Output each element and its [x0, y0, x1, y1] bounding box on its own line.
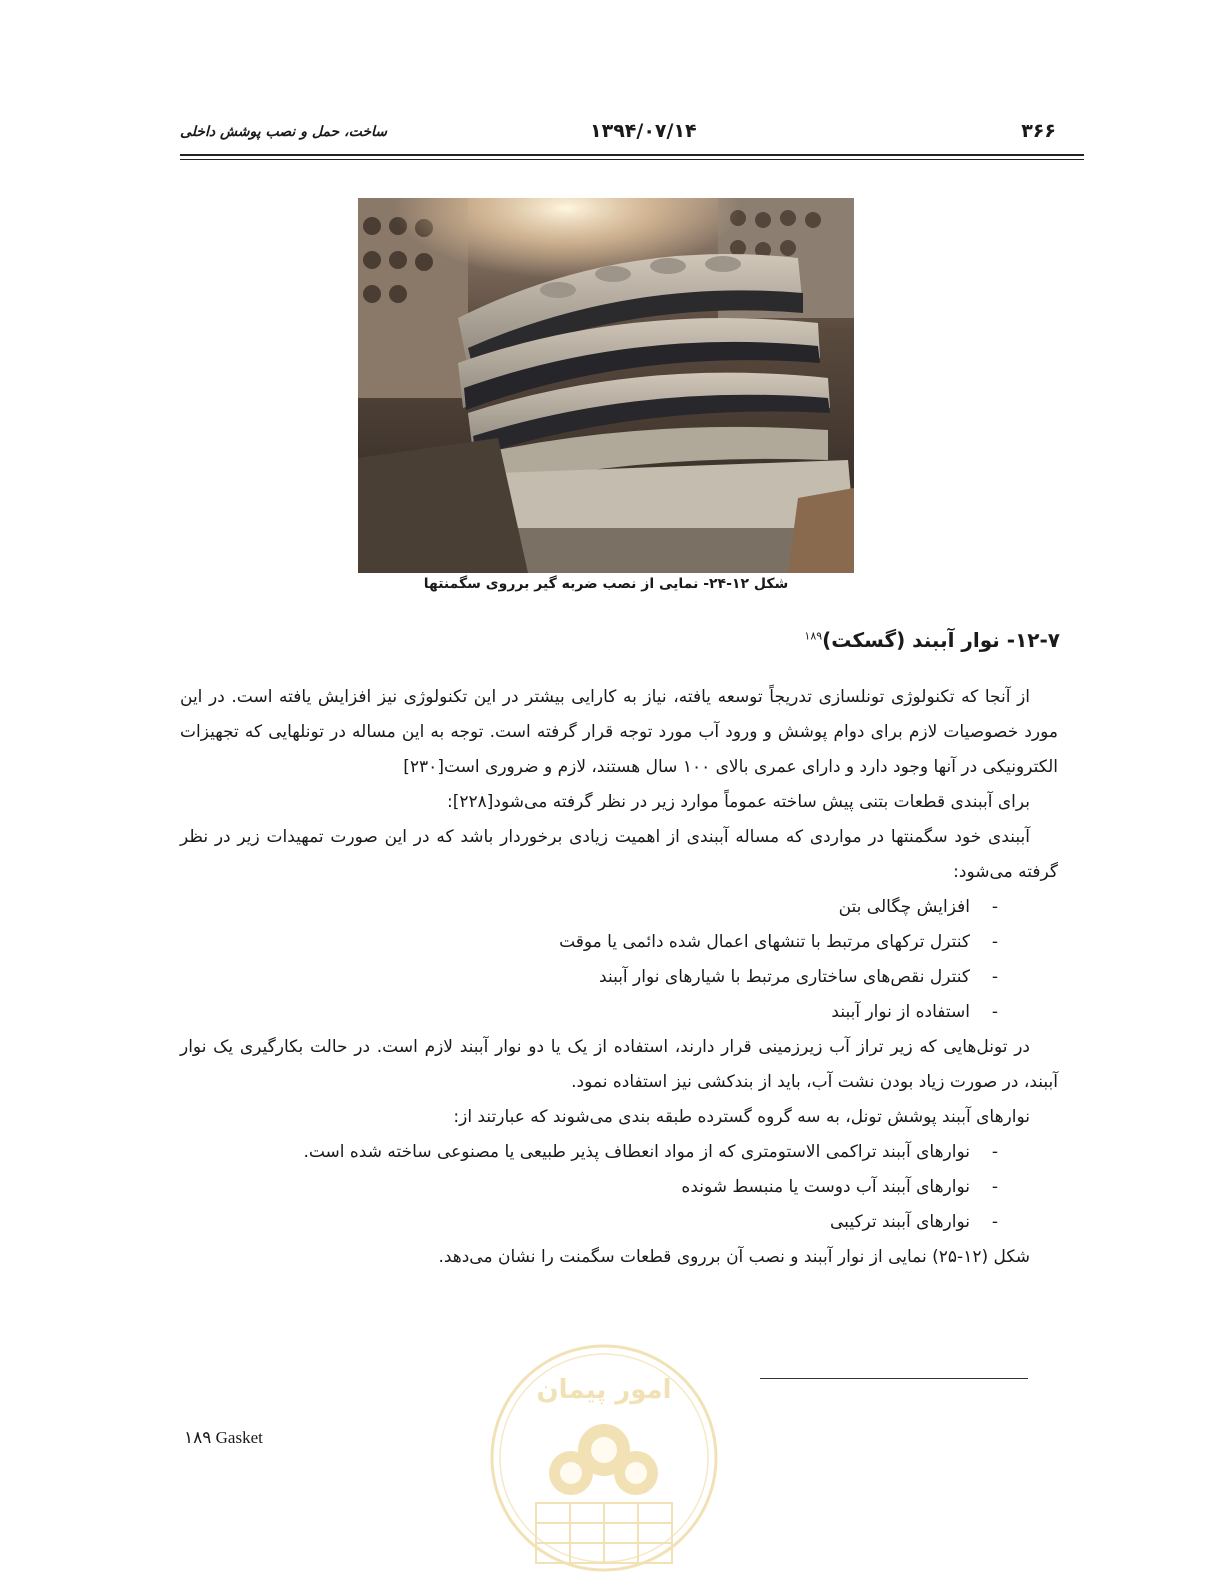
page-number: ۳۶۶	[1021, 120, 1056, 142]
header-date: ۱۳۹۴/۰۷/۱۴	[590, 120, 697, 142]
header-rule-thick	[180, 154, 1084, 156]
footnote-rule	[760, 1378, 1028, 1379]
bullet-dash: -	[991, 897, 998, 917]
list-item	[180, 995, 1058, 1030]
bullet-dash: -	[991, 1212, 998, 1232]
bullet-dash: -	[991, 1142, 998, 1162]
list-item	[180, 1170, 1058, 1205]
header-rule-thin	[180, 159, 1084, 160]
section-heading-text: ۱۲-۷- نوار آببند (گسکت)	[822, 628, 1060, 652]
paragraph: برای آببندی قطعات بتنی پیش ساخته عموماً موارد زیر در نظر گرفته می‌شود[۲۲۸]:	[447, 792, 1030, 812]
bullet-dash: -	[991, 1177, 998, 1197]
list-item-text: استفاده از نوار آببند	[831, 1002, 970, 1022]
paragraph: در تونل‌هایی که زیر تراز آب زیرزمینی قرار دارند، استفاده از یک یا دو نوار آببند لازم است. در حالت بکارگیری یک نوار آببند، در صورت زیاد بودن نشت آب، باید از بندکشی نیز استفاده نمود.	[180, 1037, 1058, 1092]
list-item-text: نوارهای آببند تراکمی الاستومتری که از مواد انعطاف پذیر طبیعی یا مصنوعی ساخته شده است.	[303, 1142, 970, 1162]
list-item-text: نوارهای آببند ترکیبی	[830, 1212, 970, 1232]
list-item-text: کنترل نقص‌های ساختاری مرتبط با شیارهای نوار آببند	[599, 967, 970, 987]
paragraph: آببندی خود سگمنتها در مواردی که مساله آببندی از اهمیت زیادی برخوردار باشد که در این صورت تمهیدات زیر در نظر گرفته می‌شود:	[180, 827, 1058, 882]
bullet-dash: -	[991, 967, 998, 987]
list-item	[180, 960, 1058, 995]
body-text	[180, 680, 1058, 1275]
watermark-logo	[486, 1338, 722, 1584]
bullet-dash: -	[991, 932, 998, 952]
list-item	[180, 1135, 1058, 1170]
footnote-reference: ۱۸۹	[804, 629, 823, 643]
watermark-text: امور پیمان	[536, 1375, 672, 1405]
header-title: ساخت، حمل و نصب پوشش داخلی	[180, 124, 387, 140]
figure-caption: شکل ۱۲-۲۴- نمایی از نصب ضربه گیر برروی سگمنتها	[423, 576, 789, 592]
list-item	[180, 890, 1058, 925]
footnote	[184, 1428, 263, 1448]
list-item-text: افزایش چگالی بتن	[838, 897, 970, 917]
paragraph: شکل (۱۲-۲۵) نمایی از نوار آببند و نصب آن برروی قطعات سگمنت را نشان می‌دهد.	[438, 1247, 1030, 1267]
segment-photo	[358, 198, 854, 573]
list-item	[180, 925, 1058, 960]
footnote-text: Gasket	[215, 1428, 263, 1447]
section-heading	[600, 628, 1060, 652]
list-item	[180, 1205, 1058, 1240]
paragraph: نوارهای آببند پوشش تونل، به سه گروه گسترده طبقه بندی می‌شوند که عبارتند از:	[453, 1107, 1030, 1127]
bullet-dash: -	[991, 1002, 998, 1022]
footnote-number: ۱۸۹	[184, 1428, 212, 1447]
paragraph: از آنجا که تکنولوژی تونلسازی تدریجاً توسعه یافته، نیاز به کارایی بیشتر در این تکنولوژی نیز افزایش یافته است. در این مورد خصوصیات لازم برای دوام پوشش و ورود آب مورد توجه قرار گرفته است. توجه به این مساله در تونلهایی که تجهیزات الکترونیکی در آنها وجود دارد و دارای عمری بالای ۱۰۰ سال هستند، لازم و ضروری است[۲۳۰]	[180, 687, 1058, 777]
list-item-text: نوارهای آببند آب دوست یا منبسط شونده	[681, 1177, 970, 1197]
list-item-text: کنترل ترکهای مرتبط با تنشهای اعمال شده دائمی یا موقت	[559, 932, 970, 952]
page-header	[180, 118, 1084, 152]
